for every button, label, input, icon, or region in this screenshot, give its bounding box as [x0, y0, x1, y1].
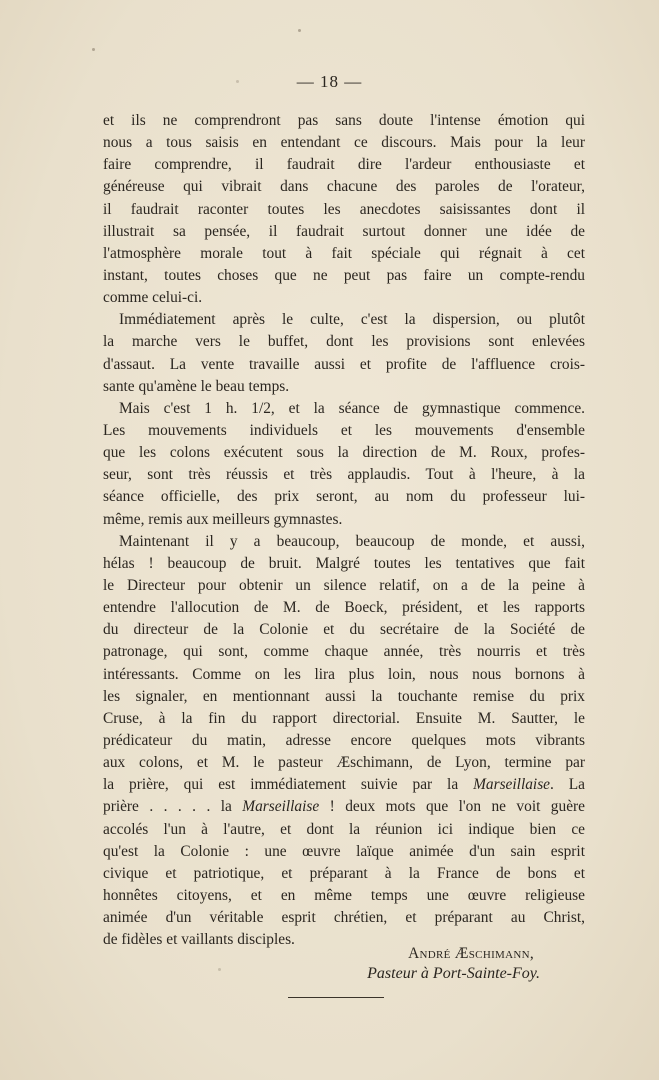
author-name: André Æschimann, [408, 945, 534, 962]
text-line: seur, sont très réussis et très applaudis. Tout à l'heure, à la [103, 466, 585, 484]
text-line: civique et patriotique, et préparant à la France de bons et [103, 864, 585, 882]
text-line: hélas ! beaucoup de bruit. Malgré toutes les tentatives que fait [103, 554, 585, 572]
author-title: Pasteur à Port-Sainte-Foy. [367, 965, 540, 982]
text-line: sante qu'amène le beau temps. [103, 377, 290, 395]
text-line: nous a tous saisis en entendant ce discours. Mais pour la leur [103, 134, 585, 152]
closing-rule [288, 997, 384, 998]
text-line: prière . . . . . la Marseillaise ! deux mots que l'on ne voit guère [103, 798, 585, 816]
text-line: d'assaut. La vente travaille aussi et profite de l'affluence crois- [103, 355, 585, 373]
text-line: la prière, qui est immédiatement suivie par la Marseillaise. La [103, 776, 585, 794]
text-line: la marche vers le buffet, dont les provisions sont enlevées [103, 333, 585, 351]
text-line: le Directeur pour obtenir un silence relatif, on a de la peine à [103, 576, 585, 594]
paragraph-1 [103, 110, 585, 309]
text-line: prédicateur du matin, adresse encore quelques mots vibrants [103, 731, 585, 749]
text-line: Mais c'est 1 h. 1/2, et la séance de gymnastique commence. [119, 399, 585, 417]
paper-speck [92, 48, 95, 51]
paragraph-3 [103, 398, 585, 531]
text-line: patronage, qui sont, comme chaque année, très nourris et très [103, 643, 585, 661]
text-line: il faudrait raconter toutes les anecdotes saisissantes dont il [103, 200, 585, 218]
emphasized-word: Marseillaise [473, 776, 551, 794]
text-line: et ils ne comprendront pas sans doute l'intense émotion qui [103, 112, 585, 129]
page-number: — 18 — [296, 72, 363, 91]
text-line: qu'est la Colonie : une œuvre laïque animée d'un sain esprit [103, 842, 585, 860]
text-line: Immédiatement après le culte, c'est la dispersion, ou plutôt [119, 311, 585, 329]
text-line: animée d'un véritable esprit chrétien, et préparant au Christ, [103, 909, 585, 927]
paragraph-2 [103, 309, 585, 398]
text-line: Maintenant il y a beaucoup, beaucoup de monde, et aussi, [119, 532, 585, 550]
text-line: Cruse, à la fin du rapport directorial. Ensuite M. Sautter, le [103, 709, 585, 727]
text-line: Les mouvements individuels et les mouvements d'ensemble [103, 421, 585, 439]
text-line: intéressants. Comme on les lira plus loin, nous nous bornons à [103, 665, 585, 683]
body-text [103, 110, 585, 951]
text-line: aux colons, et M. le pasteur Æschimann, de Lyon, termine par [103, 754, 585, 772]
text-line: même, remis aux meilleurs gymnastes. [103, 510, 343, 528]
text-line: généreuse qui vibrait dans chacune des paroles de l'orateur, [103, 178, 585, 196]
text-line: accolés l'un à l'autre, et dont la réunion ici indique bien ce [103, 820, 585, 838]
text-line: honnêtes citoyens, et en même temps une œuvre religieuse [103, 886, 585, 904]
text-line: du directeur de la Colonie et du secrétaire de la Société de [103, 621, 585, 639]
text-line: entendre l'allocution de M. de Boeck, président, et les rapports [103, 599, 585, 617]
text-line: instant, toutes choses que ne peut pas faire un compte-rendu [103, 266, 585, 284]
text-line: illustrait sa pensée, il faudrait surtout donner une idée de [103, 222, 585, 240]
paper-speck [298, 29, 301, 32]
text-line: séance officielle, des prix seront, au nom du professeur lui- [103, 488, 585, 506]
text-line: de fidèles et vaillants disciples. [103, 931, 295, 949]
signature-block [0, 944, 540, 984]
text-line: comme celui-ci. [103, 289, 203, 307]
emphasized-word: Marseillaise [242, 798, 320, 816]
text-line: l'atmosphère morale tout à fait spéciale qui régnait à cet [103, 244, 585, 262]
text-line: que les colons exécutent sous la direction de M. Roux, profes- [103, 444, 585, 462]
text-line: faire comprendre, il faudrait dire l'ardeur enthousiaste et [103, 156, 585, 174]
paragraph-4 [103, 531, 585, 952]
text-line: les signaler, en mentionnant aussi la touchante remise du prix [103, 687, 585, 705]
